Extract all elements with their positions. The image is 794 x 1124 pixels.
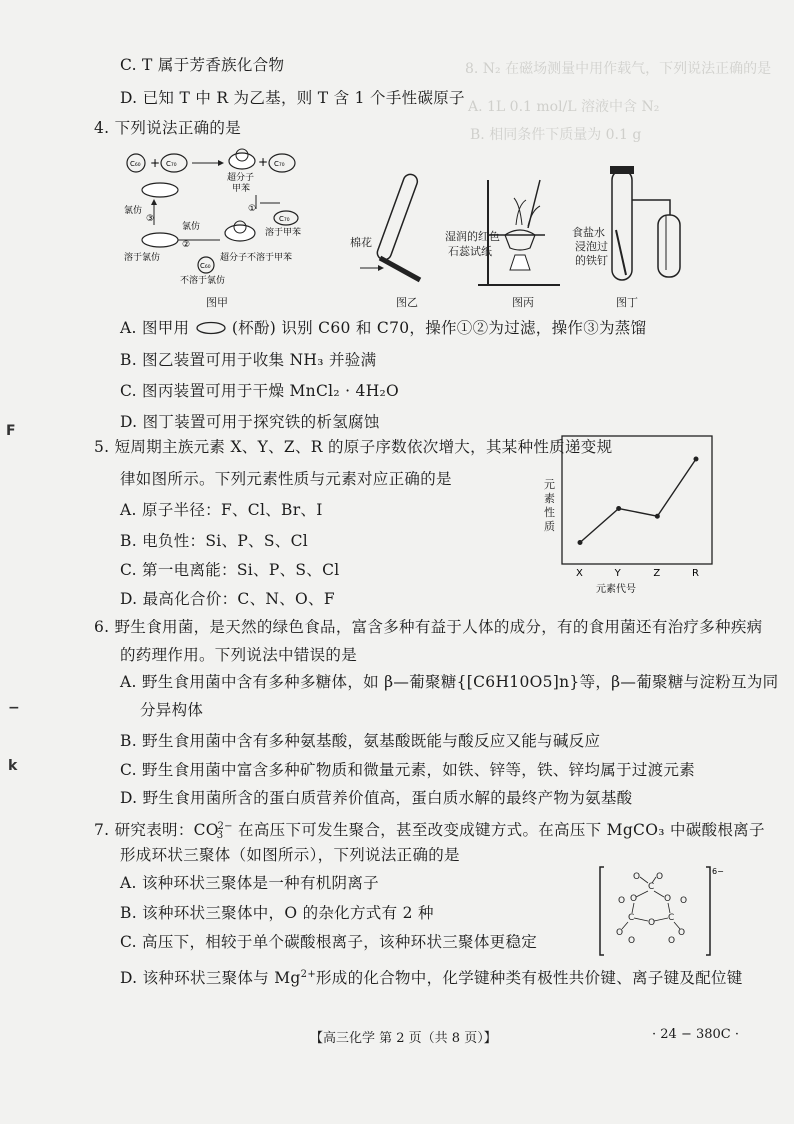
cyclic-trimer-structure — [598, 865, 724, 960]
q7-stem-2: 形成环状三聚体（如图所示），下列说法正确的是 — [120, 846, 460, 864]
bleed-through: A. 1L 0.1 mol/L 溶液中含 N₂ — [468, 99, 660, 115]
svg-text:O: O — [680, 896, 688, 906]
q3-option-c: C. T 属于芳香族化合物 — [120, 56, 285, 74]
svg-text:C₇₀: C₇₀ — [274, 160, 285, 168]
svg-text:O: O — [648, 918, 656, 928]
q6-option-c: C. 野生食用菌中富含多种矿物质和微量元素，如铁、锌等，铁、锌均属于过渡元素 — [120, 761, 696, 779]
litmus-label-2: 石蕊试纸 — [448, 245, 492, 258]
margin-mark: F — [6, 423, 16, 439]
bleed-through: 8. N₂ 在磁场测量中用作载气，下列说法正确的是 — [465, 61, 772, 77]
svg-text:氯仿: 氯仿 — [182, 222, 201, 232]
q5-option-d: D. 最高化合价：C、N、O、F — [120, 590, 335, 608]
q7-option-a: A. 该种环状三聚体是一种有机阴离子 — [120, 874, 379, 892]
q6-stem-2: 的药理作用。下列说法中错误的是 — [120, 646, 358, 664]
q7-option-d: D. 该种环状三聚体与 $Mg^{2+}$形成的化合物中，化学键种类有极性共价键、离子键及配位键 — [120, 969, 743, 987]
q5-option-a: A. 原子半径：F、Cl、Br、I — [120, 501, 323, 519]
svg-text:不溶于氯仿: 不溶于氯仿 — [180, 276, 226, 286]
svg-text:+: + — [258, 155, 269, 169]
series-line — [580, 459, 696, 543]
exam-code: · 24 − 380C · — [652, 1027, 739, 1042]
q5-stem-2: 律如图所示。下列元素性质与元素对应正确的是 — [120, 470, 452, 488]
svg-text:O: O — [630, 894, 638, 904]
svg-text:①: ① — [248, 204, 257, 214]
q6-option-b: B. 野生食用菌中含有多种氨基酸，氨基酸既能与酸反应又能与碱反应 — [120, 732, 601, 750]
y-axis-label: 元素性质 — [544, 478, 555, 533]
svg-text:O: O — [618, 896, 626, 906]
svg-text:O: O — [616, 928, 624, 938]
data-point-Z — [655, 514, 660, 519]
cotton-label: 棉花 — [350, 236, 372, 249]
x-tick-label: Y — [614, 568, 621, 579]
x-axis-label: 元素代号 — [596, 584, 636, 595]
ding-label-3: 的铁钉 — [575, 254, 608, 267]
x-tick-label: X — [576, 568, 583, 579]
q3-option-d: D. 已知 T 中 R 为乙基，则 T 含 1 个手性碳原子 — [120, 89, 465, 107]
svg-text:O: O — [633, 872, 641, 882]
figure-yi-label: 图乙 — [396, 296, 418, 309]
chart-frame — [562, 436, 712, 564]
q6-option-d: D. 野生食用菌所含的蛋白质营养价值高，蛋白质水解的最终产物为氨基酸 — [120, 789, 633, 807]
litmus-label-1: 湿润的红色 — [445, 230, 500, 243]
figure-bing-label: 图丙 — [512, 296, 534, 309]
svg-text:O: O — [668, 936, 676, 946]
q7-option-c: C. 高压下，相较于单个碳酸根离子，该种环状三聚体更稳定 — [120, 933, 538, 951]
q4-option-c: C. 图丙装置可用于干燥 MnCl₂ · 4H₂O — [120, 382, 400, 400]
figure-yi — [350, 168, 430, 288]
svg-text:超分子不溶于甲苯: 超分子不溶于甲苯 — [220, 253, 293, 263]
q4-option-b: B. 图乙装置可用于收集 NH₃ 并验满 — [120, 351, 377, 369]
svg-text:O: O — [656, 872, 664, 882]
svg-text:C₇₀: C₇₀ — [166, 160, 177, 168]
q4-stem: 4. 下列说法正确的是 — [94, 119, 242, 137]
figure-ding — [600, 160, 690, 290]
margin-mark: k — [8, 758, 18, 774]
svg-text:C: C — [648, 882, 655, 892]
svg-text:溶于氯仿: 溶于氯仿 — [124, 253, 161, 263]
svg-text:超分子: 超分子 — [227, 173, 255, 183]
q7-option-b: B. 该种环状三聚体中，O 的杂化方式有 2 种 — [120, 904, 434, 922]
svg-text:6−: 6− — [712, 867, 724, 876]
svg-text:+: + — [150, 156, 161, 170]
svg-text:氯仿: 氯仿 — [124, 206, 143, 216]
data-point-Y — [616, 506, 621, 511]
svg-text:甲苯: 甲苯 — [232, 184, 251, 194]
svg-text:C₇₀: C₇₀ — [279, 215, 290, 223]
svg-text:C₆₀: C₆₀ — [130, 160, 141, 168]
figure-ding-label: 图丁 — [616, 296, 638, 309]
data-point-R — [694, 457, 699, 462]
calixarene-icon — [195, 321, 227, 335]
figure-jia-label: 图甲 — [206, 296, 228, 309]
q6-stem-1: 6. 野生食用菌，是天然的绿色食品，富含多种有益于人体的成分，有的食用菌还有治疗多种疾病 — [94, 618, 763, 636]
bleed-through: B. 相同条件下质量为 0.1 g — [470, 127, 642, 143]
q6-option-a-2: 分异构体 — [140, 701, 204, 719]
q5-option-c: C. 第一电离能：Si、P、S、Cl — [120, 561, 340, 579]
q6-option-a-1: A. 野生食用菌中含有多种多糖体，如 β—葡聚糖{[C6H10O5]n}等，β—葡聚糖与淀粉互为同 — [120, 673, 779, 691]
x-tick-label: Z — [653, 568, 661, 579]
svg-text:O: O — [664, 894, 672, 904]
svg-text:C: C — [668, 913, 675, 923]
figure-jia — [120, 145, 330, 305]
margin-dash: − — [8, 700, 20, 716]
svg-text:溶于甲苯: 溶于甲苯 — [265, 228, 302, 238]
ding-label-2: 浸泡过 — [575, 240, 608, 253]
svg-text:O: O — [628, 936, 636, 946]
q4-option-d: D. 图丁装置可用于探究铁的析氢腐蚀 — [120, 413, 380, 431]
x-tick-label: R — [692, 568, 699, 579]
svg-text:C₆₀: C₆₀ — [200, 262, 211, 270]
q7-stem-1: 7. 研究表明：$CO_3^{2-}$ 在高压下可发生聚合，甚至改变成键方式。在高压下 MgCO₃ 中碳酸根离子 — [94, 821, 765, 841]
data-point-X — [578, 540, 583, 545]
q5-chart — [538, 430, 718, 600]
q4-option-a: A. 图甲用 (杯酚) 识别 C60 和 C70，操作①②为过滤，操作③为蒸馏 — [120, 319, 647, 337]
svg-text:O: O — [678, 928, 686, 938]
svg-text:③: ③ — [146, 214, 155, 224]
q5-option-b: B. 电负性：Si、P、S、Cl — [120, 532, 308, 550]
page-footer: 【高三化学 第 2 页（共 8 页）】 — [310, 1031, 497, 1046]
ding-label-1: 食盐水 — [572, 226, 605, 239]
svg-text:②: ② — [182, 240, 191, 250]
q5-stem-1: 5. 短周期主族元素 X、Y、Z、R 的原子序数依次增大，其某种性质递变规 — [94, 438, 613, 456]
svg-text:C: C — [628, 913, 635, 923]
